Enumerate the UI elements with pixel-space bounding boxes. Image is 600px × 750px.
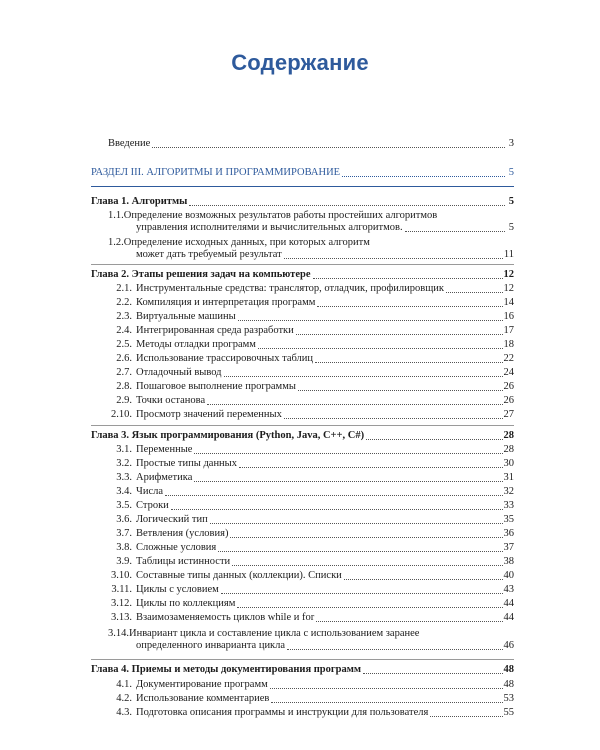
toc-item-label: Интегрированная среда разработки (136, 325, 294, 336)
toc-page-number: 30 (503, 458, 514, 469)
toc-item-label: Составные типы данных (коллекции). Списки (136, 570, 342, 581)
toc-item-number: 3.11. (111, 584, 132, 595)
toc-item-number: 2.5. (116, 339, 132, 350)
toc-chapter-label: Глава 4. Приемы и методы документирования программ (91, 664, 362, 675)
toc-page-number: 5 (508, 167, 514, 178)
toc-item[interactable] (108, 444, 514, 456)
toc-item-label: Логический тип (136, 514, 208, 525)
toc-item[interactable] (108, 381, 514, 393)
toc-item[interactable] (108, 297, 514, 309)
toc-item-number: 3.7. (116, 528, 132, 539)
toc-page-number: 44 (503, 612, 514, 623)
divider (91, 264, 514, 265)
toc-page-number: 26 (503, 395, 514, 406)
toc-page-number: 22 (503, 353, 514, 364)
toc-item[interactable] (108, 325, 514, 337)
toc-chapter-2[interactable] (91, 269, 514, 281)
divider (91, 659, 514, 660)
toc-item[interactable] (108, 514, 514, 526)
toc-item-label: Таблицы истинности (136, 556, 231, 567)
divider (91, 186, 514, 187)
toc-item-number: 3.3. (116, 472, 132, 483)
toc-item-number: 3.4. (116, 486, 132, 497)
toc-page-number: 3 (508, 138, 514, 149)
toc-page-number: 12 (503, 269, 514, 280)
toc-item-label: Отладочный вывод (136, 367, 222, 378)
toc-chapter-label: Глава 1. Алгоритмы (91, 196, 188, 207)
toc-item[interactable] (108, 570, 514, 582)
toc-item-label: Документирование программ (136, 679, 268, 690)
toc-item-number: 2.4. (116, 325, 132, 336)
toc-item-3-14[interactable] (136, 640, 514, 652)
toc-item-number: 3.6. (116, 514, 132, 525)
toc-item-number: 3.13. (111, 612, 132, 623)
toc-item-number: 2.3. (116, 311, 132, 322)
toc-chapter-label: Глава 2. Этапы решения задач на компьютере (91, 269, 311, 280)
toc-item[interactable] (108, 339, 514, 351)
toc-item-label: Строки (136, 500, 169, 511)
toc-page-number: 11 (503, 249, 514, 260)
toc-item-label: Ветвления (условия) (136, 528, 229, 539)
toc-item-label: Точки останова (136, 395, 206, 406)
toc-page-number: 28 (503, 444, 514, 455)
toc-page-number: 31 (503, 472, 514, 483)
toc-item-label: Простые типы данных (136, 458, 237, 469)
toc-item[interactable] (108, 693, 514, 705)
toc-page-number: 12 (503, 283, 514, 294)
page-title: Содержание (231, 50, 369, 75)
toc-page-number: 5 (508, 222, 514, 233)
toc-page-number: 18 (503, 339, 514, 350)
toc-page-number: 16 (503, 311, 514, 322)
toc-page-number: 48 (503, 679, 514, 690)
toc-item[interactable] (108, 542, 514, 554)
toc-page-number: 55 (503, 707, 514, 718)
toc-item[interactable] (108, 472, 514, 484)
toc-item-number: 2.9. (116, 395, 132, 406)
toc-item[interactable] (108, 528, 514, 540)
toc-item-number: 4.2. (116, 693, 132, 704)
toc-item-1-1-line1[interactable] (108, 210, 437, 222)
toc-item-label: управления исполнителями и вычислительных алгоритмов. (136, 222, 403, 233)
toc-item-number: 2.6. (116, 353, 132, 364)
toc-item-label: Определение исходных данных, при которых алгоритм (123, 237, 370, 248)
toc-item[interactable] (108, 367, 514, 379)
toc-item-number: 3.10. (111, 570, 132, 581)
toc-item[interactable] (108, 486, 514, 498)
toc-item-label: Взаимозаменяемость циклов while и for (136, 612, 315, 623)
toc-chapter-label: Глава 3. Язык программирования (Python, Java, C++, C#) (91, 430, 365, 441)
toc-item[interactable] (108, 395, 514, 407)
toc-item[interactable] (108, 707, 514, 719)
toc-item-label: Арифметика (136, 472, 193, 483)
toc-item[interactable] (108, 458, 514, 470)
toc-item[interactable] (108, 353, 514, 365)
toc-item[interactable] (108, 500, 514, 512)
toc-page-number: 27 (503, 409, 514, 420)
toc-item-label: Виртуальные машины (136, 311, 236, 322)
toc-page-number: 53 (503, 693, 514, 704)
toc-page-number: 5 (508, 196, 514, 207)
toc-item-label: Переменные (136, 444, 193, 455)
toc-item[interactable] (108, 556, 514, 568)
toc-chapter-1[interactable] (91, 196, 514, 208)
toc-item-1-1[interactable] (136, 222, 514, 234)
toc-item-label: может дать требуемый результат (136, 249, 282, 260)
toc-item-3-14-line1[interactable] (108, 628, 419, 640)
toc-item[interactable] (108, 311, 514, 323)
toc-item[interactable] (108, 612, 514, 624)
toc-item-label: Циклы по коллекциям (136, 598, 236, 609)
toc-item-label: Компиляция и интерпретация программ (136, 297, 316, 308)
divider (91, 425, 514, 426)
toc-item-label: Сложные условия (136, 542, 217, 553)
toc-page-number: 17 (503, 325, 514, 336)
toc-entry-label: Введение (108, 138, 151, 149)
toc-page-number: 46 (503, 640, 514, 651)
toc-item-label: Использование трассировочных таблиц (136, 353, 314, 364)
toc-item-label: Использование комментариев (136, 693, 270, 704)
toc-item-number: 4.3. (116, 707, 132, 718)
toc-page-number: 24 (503, 367, 514, 378)
toc-item-number: 2.7. (116, 367, 132, 378)
toc-item-label: Инвариант цикла и составление цикла с использованием заранее (129, 628, 420, 639)
toc-page-number: 33 (503, 500, 514, 511)
toc-page-number: 44 (503, 598, 514, 609)
toc-page-number: 36 (503, 528, 514, 539)
toc-item-number: 1.2. (108, 237, 124, 248)
toc-item-label: Пошаговое выполнение программы (136, 381, 296, 392)
toc-item-label: Определение возможных результатов работы простейших алгоритмов (123, 210, 438, 221)
toc-item-number: 3.8. (116, 542, 132, 553)
toc-item-number: 3.14. (108, 628, 129, 639)
toc-page-number: 26 (503, 381, 514, 392)
toc-item-label: Циклы с условием (136, 584, 219, 595)
toc-item-number: 3.1. (116, 444, 132, 455)
toc-item-number: 3.5. (116, 500, 132, 511)
toc-item-label: Просмотр значений переменных (136, 409, 282, 420)
toc-page-number: 37 (503, 542, 514, 553)
toc-item[interactable] (108, 409, 514, 421)
toc-item-label: Инструментальные средства: транслятор, отладчик, профилировщик (136, 283, 445, 294)
toc-page-number: 43 (503, 584, 514, 595)
toc-item-number: 2.2. (116, 297, 132, 308)
toc-item-number: 2.8. (116, 381, 132, 392)
toc-item-label: Подготовка описания программы и инструкции для пользователя (136, 707, 429, 718)
toc-page-number: 14 (503, 297, 514, 308)
toc-item-number: 3.2. (116, 458, 132, 469)
toc-page-number: 35 (503, 514, 514, 525)
toc-item-1-2-line1[interactable] (108, 237, 370, 249)
toc-section-3[interactable] (91, 167, 514, 179)
toc-item-label: Методы отладки программ (136, 339, 256, 350)
toc-item-number: 2.1. (116, 283, 132, 294)
toc-item-1-2[interactable] (136, 249, 514, 261)
toc-item[interactable] (108, 283, 514, 295)
toc-item-label: Числа (136, 486, 164, 497)
toc-item-number: 4.1. (116, 679, 132, 690)
toc-item[interactable] (108, 598, 514, 610)
toc-section-label: РАЗДЕЛ III. АЛГОРИТМЫ И ПРОГРАММИРОВАНИЕ (91, 167, 341, 178)
toc-item-number: 2.10. (111, 409, 132, 420)
toc-page-number: 48 (503, 664, 514, 675)
toc-item-number: 3.9. (116, 556, 132, 567)
toc-chapter-4[interactable] (91, 664, 514, 676)
toc-chapter-3[interactable] (91, 430, 514, 442)
toc-page-number: 28 (503, 430, 514, 441)
toc-item[interactable] (108, 584, 514, 596)
toc-item-number: 1.1. (108, 210, 124, 221)
toc-page-number: 38 (503, 556, 514, 567)
toc-page-number: 32 (503, 486, 514, 497)
toc-entry-intro[interactable] (108, 138, 514, 150)
toc-item[interactable] (108, 679, 514, 691)
toc-page-number: 40 (503, 570, 514, 581)
toc-item-number: 3.12. (111, 598, 132, 609)
toc-item-label: определенного инварианта цикла (136, 640, 286, 651)
